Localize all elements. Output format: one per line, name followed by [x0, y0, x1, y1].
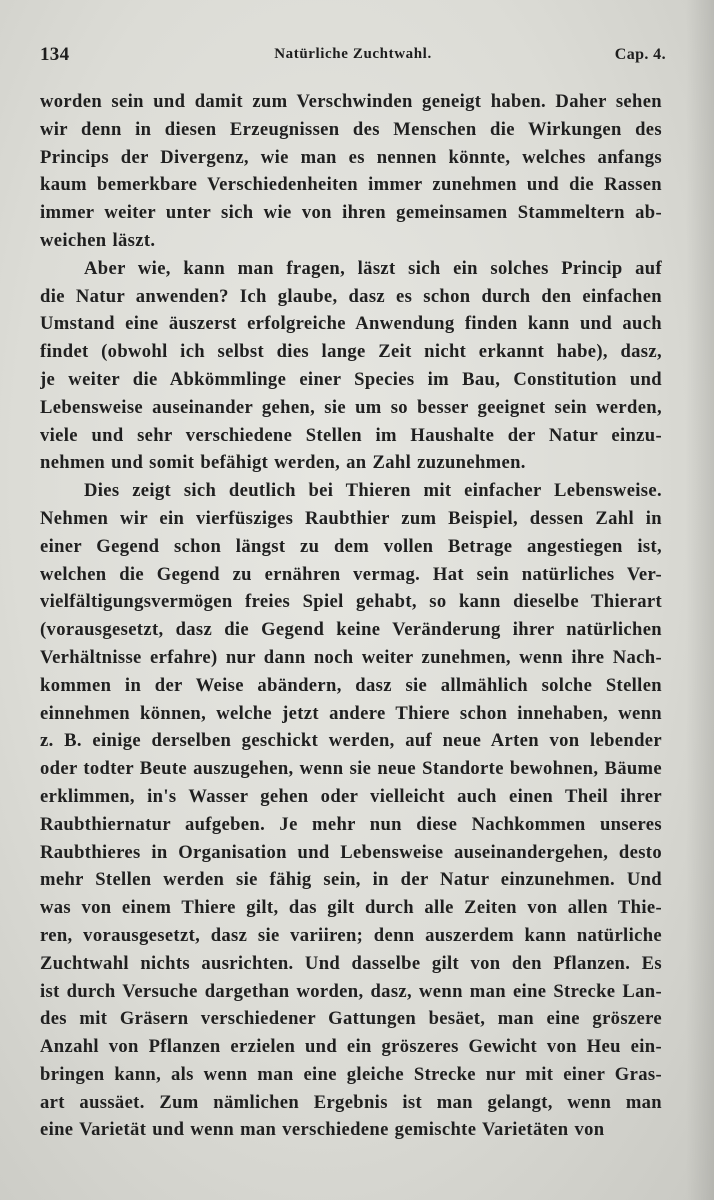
running-title: Natürliche Zuchtwahl.	[274, 46, 432, 62]
text-line: mehr Stellen werden sie fähig sein, in der Natur einzunehmen. Und	[40, 869, 662, 891]
text-line: Aber wie, kann man fragen, läszt sich ein solches Princip auf	[84, 257, 662, 279]
text-line: eine Varietät und wenn man verschiedene gemischte Varietäten von	[40, 1119, 605, 1141]
text-line: viele und sehr verschiedene Stellen im Haushalte der Natur einzu-	[40, 424, 662, 446]
text-line: Princips der Divergenz, wie man es nennen könnte, welches anfangs	[40, 146, 662, 168]
text-line: (vorausgesetzt, dasz die Gegend keine Veränderung ihrer natürlichen	[40, 619, 662, 641]
text-line: Raubthiernatur aufgeben. Je mehr nun diese Nachkommen unseres	[40, 813, 662, 835]
text-line: des mit Gräsern verschiedener Gattungen besäet, man eine gröszere	[40, 1008, 662, 1030]
text-line: einer Gegend schon längst zu dem vollen Betrage angestiegen ist,	[40, 535, 662, 557]
paragraph	[40, 255, 662, 477]
paragraph	[40, 477, 662, 1144]
paragraph	[40, 88, 662, 255]
text-line: wir denn in diesen Erzeugnissen des Menschen die Wirkungen des	[40, 118, 662, 140]
text-line: vielfältigungsvermögen freies Spiel gehabt, so kann dieselbe Thierart	[40, 591, 662, 613]
text-line: findet (obwohl ich selbst dies lange Zeit nicht erkannt habe), dasz,	[40, 341, 662, 363]
text-line: je weiter die Abkömmlinge einer Species im Bau, Constitution und	[40, 368, 662, 390]
text-line: ist durch Versuche dargethan worden, dasz, wenn man eine Strecke Lan-	[40, 980, 662, 1002]
running-header	[40, 44, 666, 68]
text-line: ren, vorausgesetzt, dasz sie variiren; denn auszerdem kann natürliche	[40, 924, 662, 946]
text-line: kommen in der Weise abändern, dasz sie allmählich solche Stellen	[40, 674, 662, 696]
text-line: z. B. einige derselben geschickt werden, auf neue Arten von lebender	[40, 730, 662, 752]
text-line: Umstand eine äuszerst erfolgreiche Anwendung finden kann und auch	[40, 313, 662, 335]
text-line: kaum bemerkbare Verschiedenheiten immer zunehmen und die Rassen	[40, 174, 662, 196]
page-number: 134	[40, 44, 70, 65]
text-line: welchen die Gegend zu ernähren vermag. Hat sein natürliches Ver-	[40, 563, 662, 585]
text-line: weichen läszt.	[40, 229, 156, 251]
text-line: immer weiter unter sich wie von ihren gemeinsamen Stammeltern ab-	[40, 202, 662, 224]
text-line: Verhältnisse erfahre) nur dann noch weiter zunehmen, wenn ihre Nach-	[40, 646, 662, 668]
text-line: Raubthieres in Organisation und Lebensweise auseinandergehen, desto	[40, 841, 662, 863]
text-line: Dies zeigt sich deutlich bei Thieren mit einfacher Lebensweise.	[84, 480, 662, 502]
text-line: Nehmen wir ein vierfüsziges Raubthier zum Beispiel, dessen Zahl in	[40, 507, 662, 529]
text-line: worden sein und damit zum Verschwinden geneigt haben. Daher sehen	[40, 91, 662, 112]
text-line: nehmen und somit befähigt werden, an Zahl zuzunehmen.	[40, 452, 526, 474]
text-line: einnehmen können, welche jetzt andere Thiere schon innehaben, wenn	[40, 702, 662, 724]
text-line: art aussäet. Zum nämlichen Ergebnis ist man gelangt, wenn man	[40, 1091, 662, 1113]
text-line: was von einem Thiere gilt, das gilt durch alle Zeiten von allen Thie-	[40, 897, 662, 919]
text-line: Zuchtwahl nichts ausrichten. Und dasselbe gilt von den Pflanzen. Es	[40, 952, 662, 974]
body-text	[40, 88, 662, 1144]
text-line: erklimmen, in's Wasser gehen oder vielleicht auch einen Theil ihrer	[40, 785, 662, 807]
page-edge-shadow	[686, 0, 714, 1200]
text-line: oder todter Beute auszugehen, wenn sie neue Standorte bewohnen, Bäume	[40, 758, 662, 780]
chapter-label: Cap. 4.	[614, 46, 666, 63]
text-line: Lebensweise auseinander gehen, sie um so besser geeignet sein werden,	[40, 396, 662, 418]
text-line: bringen kann, als wenn man eine gleiche Strecke nur mit einer Gras-	[40, 1063, 662, 1085]
text-line: die Natur anwenden? Ich glaube, dasz es schon durch den einfachen	[40, 285, 662, 307]
text-line: Anzahl von Pflanzen erzielen und ein gröszeres Gewicht von Heu ein-	[40, 1036, 662, 1058]
